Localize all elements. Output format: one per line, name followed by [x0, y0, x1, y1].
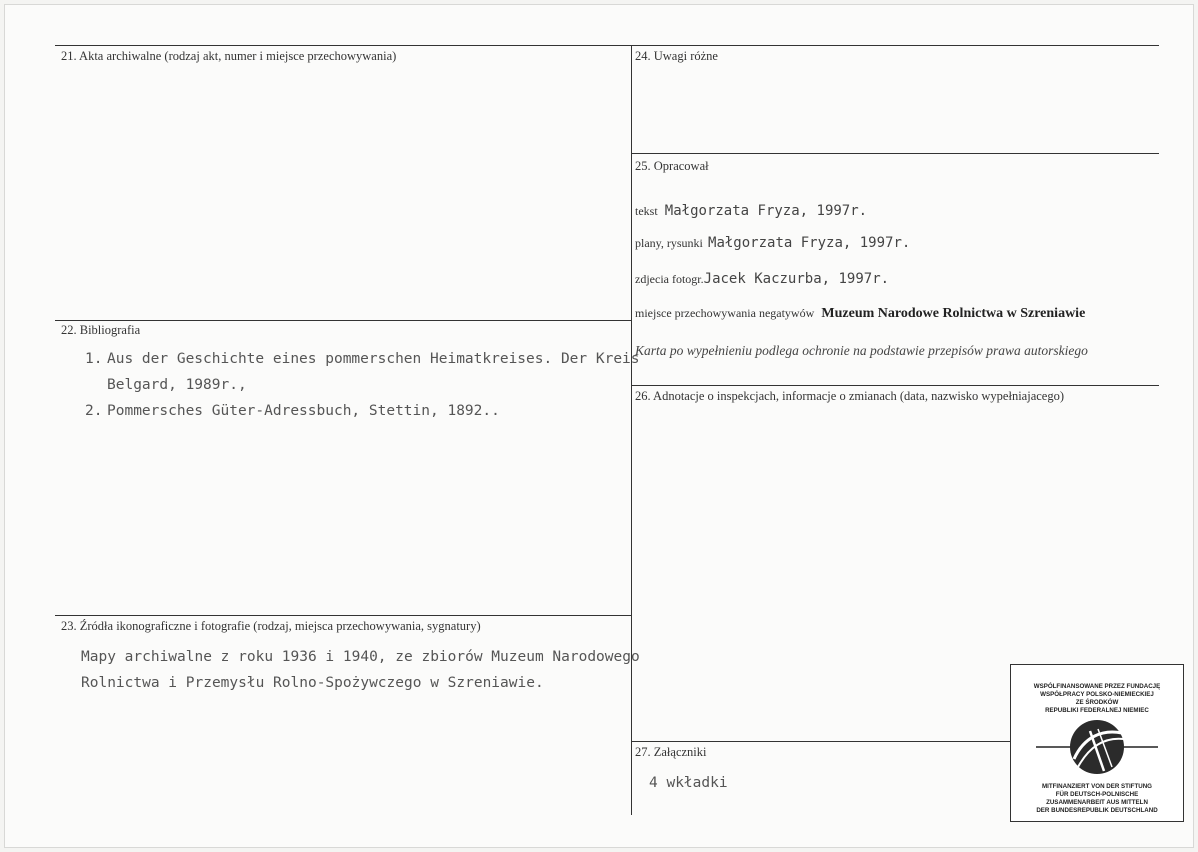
logo-bottom-line-4: DER BUNDESREPUBLIK DEUTSCHLAND [1036, 807, 1158, 814]
bibliography-item-1-number: 1. [85, 351, 103, 367]
rule-25-26 [631, 385, 1159, 386]
negatywy-value: Muzeum Narodowe Rolnictwa w Szreniawie [821, 306, 1086, 321]
logo-top-line-1: WSPÓLFINANSOWANE PRZEZ FUNDACJĘ [1033, 683, 1161, 690]
zdjecia-row [635, 271, 889, 287]
top-rule [55, 45, 1159, 46]
negatywy-label: miejsce przechowywania negatywów [635, 306, 815, 320]
section-27-label: 27. Załączniki [635, 745, 707, 759]
rule-22-23 [55, 615, 631, 616]
tekst-row [635, 203, 867, 219]
plany-label: plany, rysunki [635, 236, 703, 250]
zdjecia-label: zdjecia fotogr. [635, 272, 704, 286]
rule-24-25 [631, 153, 1159, 154]
sources-line2: Rolnictwa i Przemysłu Rolno-Spożywczego w Szreniawie. [81, 675, 544, 691]
section-22-label: 22. Bibliografia [61, 323, 141, 337]
logo-top-line-4: REPUBLIKI FEDERALNEJ NIEMIEC [1045, 707, 1149, 714]
copyright-note: Karta po wypełnieniu podlega ochronie na podstawie przepisów prawa autorskiego [635, 343, 1088, 358]
bibliography-item-1-line1: Aus der Geschichte eines pommerschen Heimatkreises. Der Kreis [107, 351, 640, 367]
logo-bottom-line-3: ZUSAMMENARBEIT AUS MITTELN [1046, 799, 1148, 806]
cofinancing-logo-box [1010, 664, 1184, 822]
logo-top-line-3: ZE ŚRODKÓW [1075, 699, 1119, 706]
plany-value: Małgorzata Fryza, 1997r. [708, 235, 911, 251]
rule-21-22 [55, 320, 631, 321]
section-26-label: 26. Adnotacje o inspekcjach, informacje o zmianach (data, nazwisko wypełniajacego) [635, 389, 1064, 403]
tekst-value: Małgorzata Fryza, 1997r. [664, 203, 868, 219]
negatywy-row [635, 306, 1085, 322]
column-divider [631, 45, 632, 815]
foundation-emblem-icon [1032, 717, 1162, 779]
section-24-label: 24. Uwagi różne [635, 49, 718, 63]
zdjecia-value: Jacek Kaczurba, 1997r. [703, 271, 890, 287]
attachments-value: 4 wkładki [649, 775, 728, 791]
logo-bottom-line-2: FÜR DEUTSCH-POLNISCHE [1055, 791, 1139, 798]
rule-26-27 [631, 741, 1011, 742]
plany-row [635, 235, 910, 251]
section-21-label: 21. Akta archiwalne (rodzaj akt, numer i miejsce przechowywania) [61, 49, 397, 63]
logo-bottom-line-1: MITFINANZIERT VON DER STIFTUNG [1042, 783, 1152, 790]
logo-top-line-2: WSPÓŁPRACY POLSKO-NIEMIECKIEJ [1040, 691, 1154, 698]
sources-line1: Mapy archiwalne z roku 1936 i 1940, ze zbiorów Muzeum Narodowego [81, 649, 640, 665]
bibliography-item-2-line1: Pommersches Güter-Adressbuch, Stettin, 1892.. [107, 403, 500, 419]
section-25-label: 25. Opracował [635, 159, 709, 173]
section-23-label: 23. Źródła ikonograficzne i fotografie (rodzaj, miejsca przechowywania, sygnatury) [61, 619, 481, 633]
tekst-label: tekst [635, 204, 658, 218]
bibliography-item-2-number: 2. [85, 403, 103, 419]
bibliography-item-1-line2: Belgard, 1989r., [107, 377, 247, 393]
